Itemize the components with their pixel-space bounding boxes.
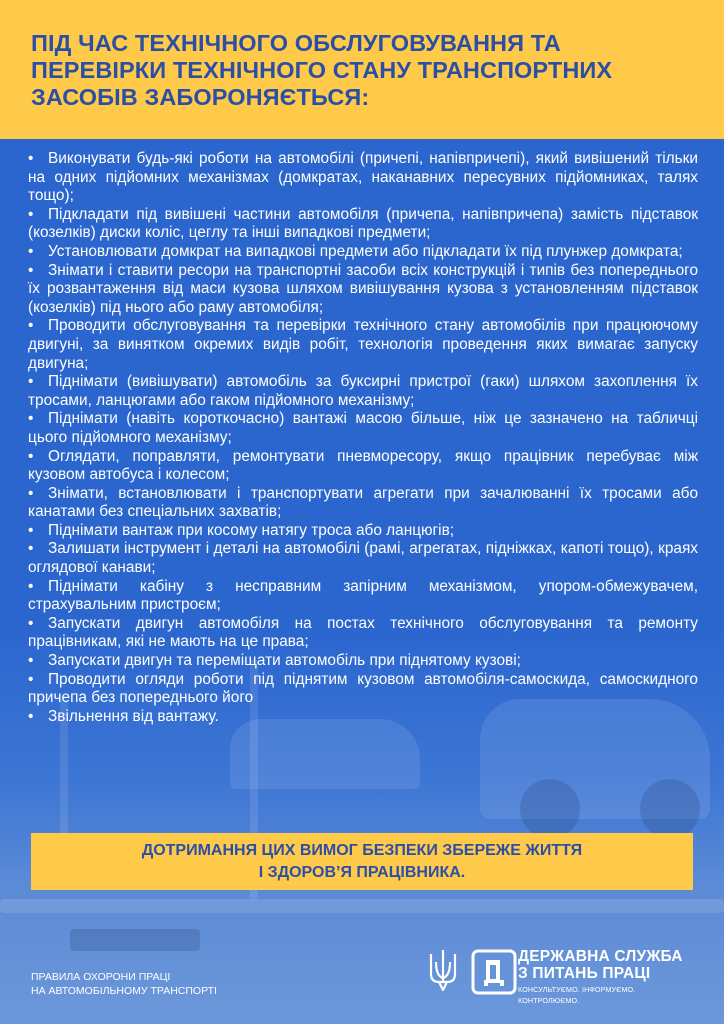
org-name-line: З ПИТАНЬ ПРАЦІ	[518, 965, 651, 982]
bullet: •	[28, 447, 34, 465]
footer-caption	[31, 970, 217, 998]
item-text: Виконувати будь-які роботи на автомобілі (причепі, напівпричепі), який вивішений тільки на одних підйомних механізмах (домкратах, наканавних пересувних підйомниках, талях тощо);	[28, 150, 698, 205]
bullet: •	[28, 484, 34, 502]
item-text: Оглядати, поправляти, ремонтувати пневморесору, якщо працівник перебуває між кузовом автобуса і колесом;	[28, 447, 698, 484]
bullet: •	[28, 410, 34, 428]
org-name-line: ДЕРЖАВНА СЛУЖБА	[518, 948, 683, 965]
bullet: •	[28, 614, 34, 632]
list-item	[28, 410, 698, 447]
item-text: Запускати двигун та переміщати автомобіль при піднятому кузові;	[48, 652, 521, 670]
item-text: Знімати і ставити ресори на транспортні засоби всіх конструкцій і типів без попереднього їх розвантаження від маси кузова шляхом вивішування кузова з установленням підставок (козелків) під нього або раму автомобіля;	[28, 261, 698, 316]
list-item	[28, 317, 698, 373]
bullet: •	[28, 373, 34, 391]
bullet: •	[28, 577, 34, 595]
background-image-element	[70, 929, 200, 951]
bullet: •	[28, 652, 34, 670]
org-tagline: КОНСУЛЬТУЄМО. ІНФОРМУЄМО. КОНТРОЛЮЄМО.	[518, 985, 636, 1005]
item-text: Залишати інструмент і деталі на автомобілі (рамі, агрегатах, підніжках, капоті тощо), краях оглядової канави;	[28, 540, 698, 577]
bullet: •	[28, 205, 34, 223]
bullet: •	[28, 317, 34, 335]
list-item	[28, 206, 698, 243]
list-item	[28, 652, 698, 671]
title-line: ЗАСОБІВ ЗАБОРОНЯЄТЬСЯ:	[31, 84, 370, 110]
list-item	[28, 373, 698, 410]
list-item	[28, 708, 698, 727]
organization-logo	[428, 946, 698, 1005]
item-text: Проводити огляди роботи під піднятим кузовом автомобіля-самоскида, самоскидного причепа без попереднього його	[28, 670, 698, 707]
safety-banner	[31, 833, 693, 890]
list-item	[28, 522, 698, 541]
banner-line: ДОТРИМАННЯ ЦИХ ВИМОГ БЕЗПЕКИ ЗБЕРЕЖЕ ЖИТТЯ	[141, 841, 583, 859]
bullet: •	[28, 261, 34, 279]
item-text: Установлювати домкрат на випадкові предмети або підкладати їх під плунжер домкрата;	[48, 242, 683, 260]
list-item	[28, 448, 698, 485]
bullet: •	[28, 707, 34, 725]
banner-line: І ЗДОРОВ’Я ПРАЦІВНИКА.	[258, 863, 466, 881]
title-line: ПЕРЕВІРКИ ТЕХНІЧНОГО СТАНУ ТРАНСПОРТНИХ	[31, 57, 613, 83]
background-image-element	[640, 779, 700, 839]
item-text: Підкладати під вивішені частини автомобіля (причепа, напівпричепа) замість підставок (козелків) диски коліс, цеглу та інші випадкові предмети;	[28, 205, 698, 242]
bullet: •	[28, 670, 34, 688]
trident-icon	[428, 948, 458, 992]
background-image-element	[520, 779, 580, 839]
list-item	[28, 578, 698, 615]
list-item	[28, 615, 698, 652]
header	[0, 0, 724, 139]
background-image-element	[0, 899, 724, 913]
list-item	[28, 540, 698, 577]
background-image-element	[230, 719, 420, 789]
item-text: Звільнення від вантажу.	[48, 707, 219, 725]
footer-line: НА АВТОМОБІЛЬНОМУ ТРАНСПОРТІ	[31, 985, 217, 997]
organization-name	[518, 948, 698, 1006]
main-panel	[0, 139, 724, 1024]
bullet: •	[28, 242, 34, 260]
item-text: Запускати двигун автомобіля на постах технічного обслуговування та ремонту працівникам, які не мають на це права;	[28, 614, 698, 651]
letter-d-logo-icon	[470, 948, 518, 996]
bullet: •	[28, 150, 34, 167]
list-item	[28, 243, 698, 262]
item-text: Піднімати кабіну з несправним запірним механізмом, упором-обмежувачем, страхувальним пристроєм;	[28, 577, 698, 614]
list-item	[28, 671, 698, 708]
item-text: Знімати, встановлювати і транспортувати агрегати при зачалюванні їх тросами або канатами без спеціальних захватів;	[28, 484, 698, 521]
item-text: Піднімати вантаж при косому натягу троса або ланцюгів;	[48, 521, 455, 539]
item-text: Піднімати (навіть короткочасно) вантажі масою більше, ніж це зазначено на табличці цього підйомного механізму;	[28, 410, 698, 446]
title-line: ПІД ЧАС ТЕХНІЧНОГО ОБСЛУГОВУВАННЯ ТА	[31, 30, 561, 56]
bullet: •	[28, 521, 34, 539]
bullet: •	[28, 540, 34, 558]
item-text: Проводити обслуговування та перевірки технічного стану автомобілів при працюючому двигуні, за винятком окремих видів робіт, технологія проведення яких вимагає запуску двигуна;	[28, 317, 698, 372]
list-item	[28, 262, 698, 318]
footer-line: ПРАВИЛА ОХОРОНИ ПРАЦІ	[31, 971, 171, 983]
prohibitions-list	[28, 150, 698, 726]
list-item	[28, 485, 698, 522]
item-text: Піднімати (вивішувати) автомобіль за буксирні пристрої (гаки) шляхом захоплення їх тросами, ланцюгами або гаком підйомного механізму;	[28, 373, 698, 409]
list-item	[28, 150, 698, 206]
page-title	[31, 30, 691, 111]
